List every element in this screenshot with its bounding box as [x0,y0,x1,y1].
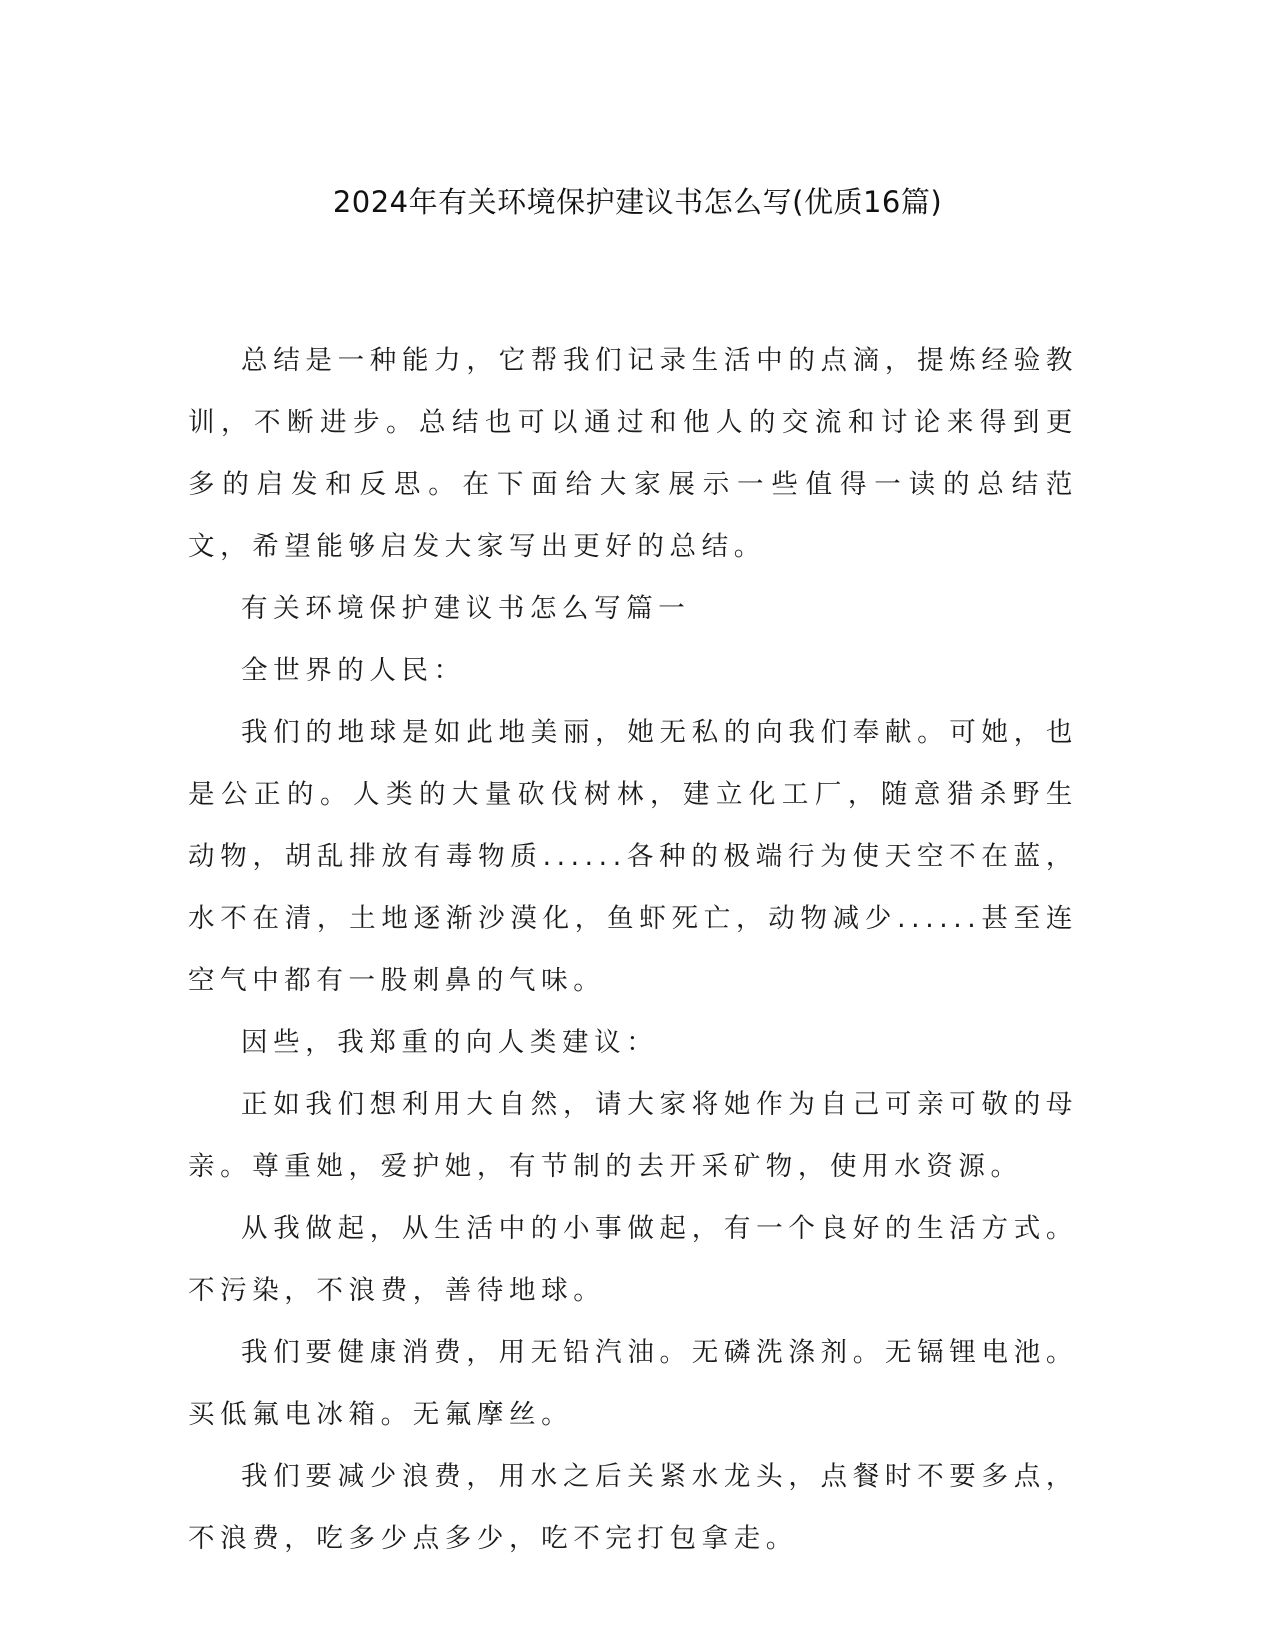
body-paragraph: 因些，我郑重的向人类建议： [241,1027,659,1058]
body-paragraph: 我们要健康消费，用无铅汽油。无磷洗涤剂。无镉锂电池。买低氟电冰箱。无氟摩丝。 [188,1337,1078,1430]
document-title: 2024年有关环境保护建议书怎么写(优质16篇) [332,185,943,219]
body-paragraph: 我们要减少浪费，用水之后关紧水龙头，点餐时不要多点，不浪费，吃多少点多少，吃不完打包拿走。 [188,1461,1078,1554]
section-heading: 有关环境保护建议书怎么写篇一 [241,593,691,624]
body-paragraph: 我们的地球是如此地美丽，她无私的向我们奉献。可她，也是公正的。人类的大量砍伐树林，建立化工厂，随意猎杀野生动物，胡乱排放有毒物质......各种的极端行为使天空不在蓝，水不在清，土地逐渐沙漠化，鱼虾死亡，动物减少......甚至连空气中都有一股刺鼻的气味。 [188,717,1078,996]
document-body [188,330,1078,1570]
body-paragraph: 正如我们想利用大自然，请大家将她作为自己可亲可敬的母亲。尊重她，爱护她，有节制的去开采矿物，使用水资源。 [188,1089,1078,1182]
body-paragraph: 从我做起，从生活中的小事做起，有一个良好的生活方式。不污染，不浪费，善待地球。 [188,1213,1078,1306]
intro-paragraph: 总结是一种能力，它帮我们记录生活中的点滴，提炼经验教训，不断进步。总结也可以通过和他人的交流和讨论来得到更多的启发和反思。在下面给大家展示一些值得一读的总结范文，希望能够启发大家写出更好的总结。 [188,345,1078,562]
salutation: 全世界的人民： [241,655,466,686]
